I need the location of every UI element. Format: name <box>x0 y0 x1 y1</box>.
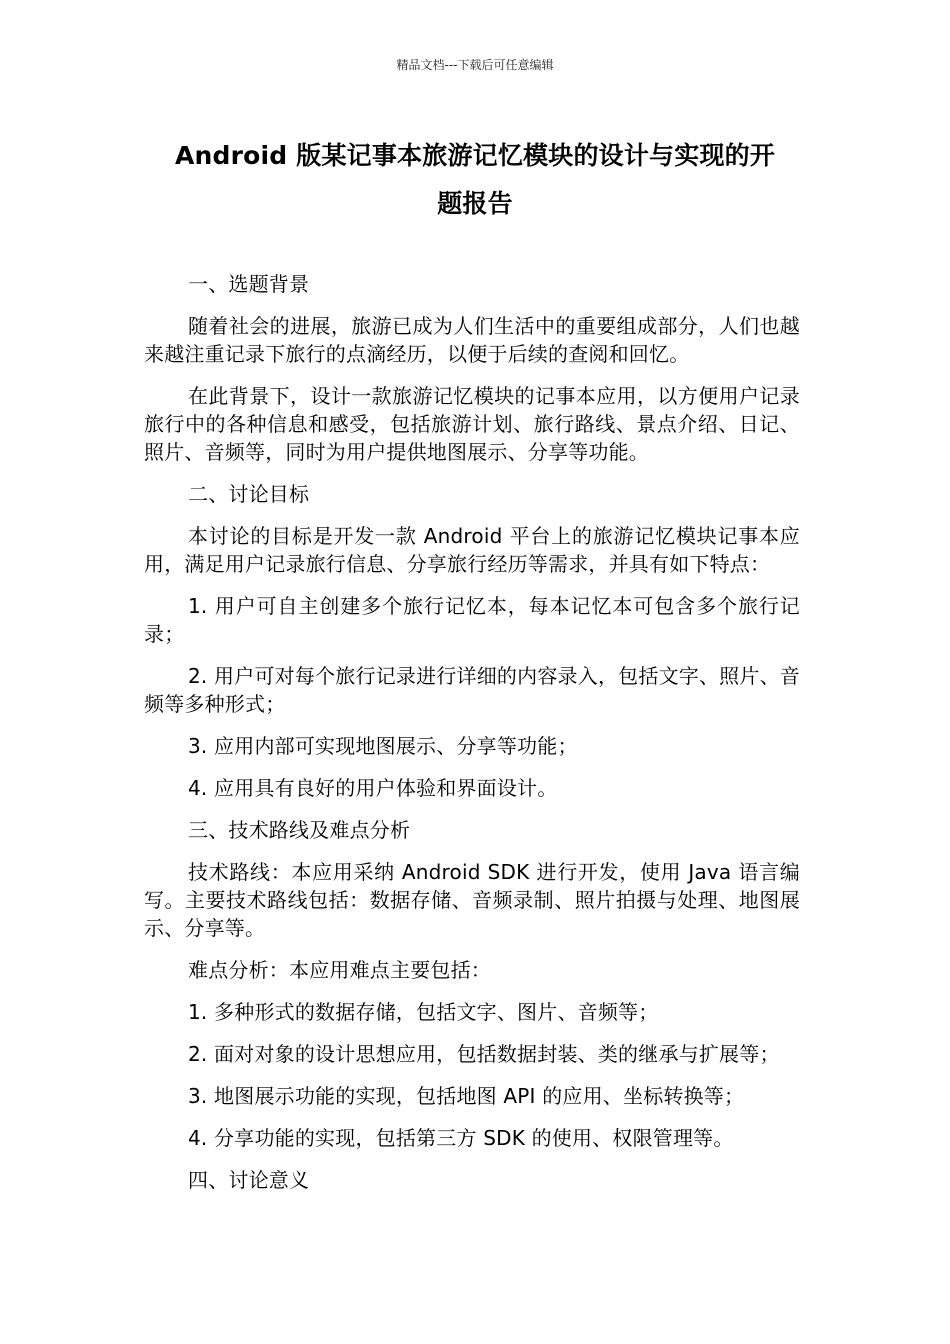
paragraph: 随着社会的进展，旅游已成为人们生活中的重要组成部分，人们也越来越注重记录下旅行的点滴经历，以便于后续的查阅和回忆。 <box>144 314 800 366</box>
list-item: 4. 应用具有良好的用户体验和界面设计。 <box>188 776 558 800</box>
document-title <box>140 132 810 228</box>
document-body <box>144 270 800 1208</box>
paragraph: 本讨论的目标是开发一款 Android 平台上的旅游记忆模块记事本应用，满足用户记录旅行信息、分享旅行经历等需求，并具有如下特点： <box>144 524 800 576</box>
list-item: 1. 多种形式的数据存储，包括文字、图片、音频等； <box>188 1000 659 1024</box>
paragraph: 技术路线：本应用采纳 Android SDK 进行开发，使用 Java 语言编写。主要技术路线包括：数据存储、音频录制、照片拍摄与处理、地图展示、分享等。 <box>144 860 800 940</box>
title-line-2: 题报告 <box>437 189 513 218</box>
list-item: 3. 应用内部可实现地图展示、分享等功能； <box>188 734 578 758</box>
list-item: 2. 用户可对每个旅行记录进行详细的内容录入，包括文字、照片、音频等多种形式； <box>144 664 800 716</box>
paragraph: 难点分析：本应用难点主要包括： <box>188 958 491 982</box>
page-header: 精品文档---下载后可任意编辑 <box>396 58 554 72</box>
list-item: 3. 地图展示功能的实现，包括地图 API 的应用、坐标转换等； <box>188 1084 745 1108</box>
section-heading-significance: 四、讨论意义 <box>188 1168 310 1192</box>
list-item: 4. 分享功能的实现，包括第三方 SDK 的使用、权限管理等。 <box>188 1126 734 1150</box>
list-item: 1. 用户可自主创建多个旅行记忆本，每本记忆本可包含多个旅行记录； <box>144 594 800 646</box>
section-heading-goals: 二、讨论目标 <box>188 482 310 506</box>
list-item: 2. 面对对象的设计思想应用，包括数据封装、类的继承与扩展等； <box>188 1042 780 1066</box>
section-heading-tech: 三、技术路线及难点分析 <box>188 818 411 842</box>
paragraph: 在此背景下，设计一款旅游记忆模块的记事本应用，以方便用户记录旅行中的各种信息和感受，包括旅游计划、旅行路线、景点介绍、日记、照片、音频等，同时为用户提供地图展示、分享等功能。 <box>144 384 800 464</box>
section-heading-background: 一、选题背景 <box>188 272 310 296</box>
title-line-1: Android 版某记事本旅游记忆模块的设计与实现的开 <box>174 141 776 170</box>
